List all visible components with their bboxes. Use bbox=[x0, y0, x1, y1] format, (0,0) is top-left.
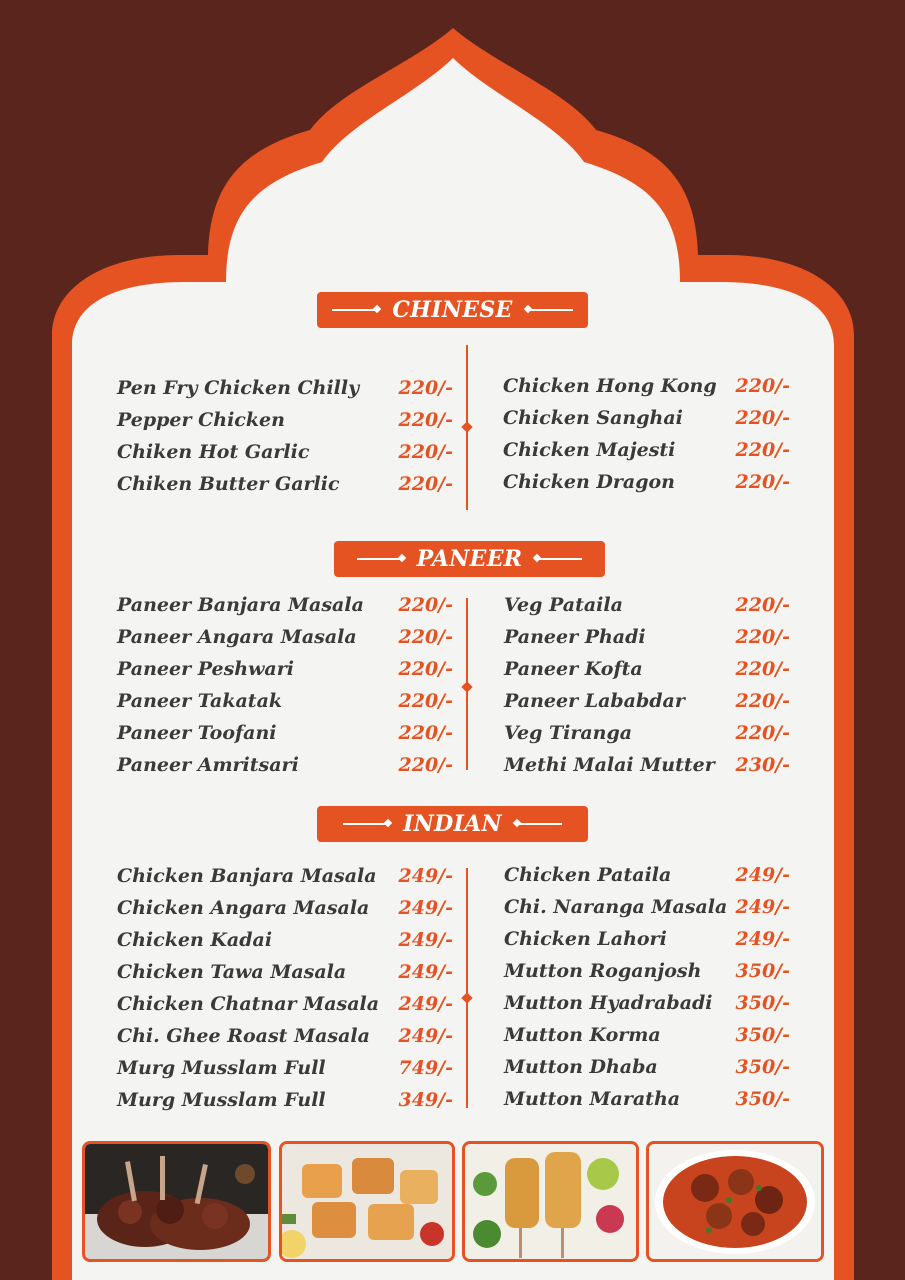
item-name: Paneer Phadi bbox=[504, 626, 646, 648]
chinese-left-column bbox=[117, 372, 453, 500]
item-price: 749/- bbox=[398, 1057, 453, 1079]
item-price: 350/- bbox=[735, 992, 790, 1014]
menu-item bbox=[117, 924, 453, 956]
menu-item bbox=[504, 923, 790, 955]
item-name: Murg Musslam Full bbox=[117, 1057, 326, 1079]
menu-item bbox=[117, 685, 453, 717]
item-price: 220/- bbox=[398, 658, 453, 680]
chinese-section-banner bbox=[317, 292, 588, 328]
item-name: Mutton Dhaba bbox=[504, 1056, 658, 1078]
item-name: Chicken Sanghai bbox=[503, 407, 683, 429]
item-price: 220/- bbox=[735, 722, 790, 744]
item-name: Paneer Takatak bbox=[117, 690, 283, 712]
menu-item bbox=[117, 436, 453, 468]
menu-item bbox=[504, 653, 790, 685]
item-price: 249/- bbox=[735, 896, 790, 918]
paneer-section-banner bbox=[334, 541, 605, 577]
indian-right-column bbox=[504, 859, 790, 1115]
item-price: 220/- bbox=[398, 626, 453, 648]
item-name: Chicken Majesti bbox=[503, 439, 676, 461]
menu-item bbox=[117, 372, 453, 404]
item-name: Chicken Lahori bbox=[504, 928, 667, 950]
menu-item bbox=[117, 988, 453, 1020]
menu-item bbox=[503, 370, 790, 402]
item-price: 249/- bbox=[398, 961, 453, 983]
item-price: 249/- bbox=[398, 1025, 453, 1047]
section-title: INDIAN bbox=[403, 811, 502, 837]
item-price: 220/- bbox=[735, 594, 790, 616]
item-name: Paneer Kofta bbox=[504, 658, 643, 680]
chicken-tikka-photo bbox=[462, 1141, 639, 1262]
item-price: 350/- bbox=[735, 1088, 790, 1110]
item-price: 220/- bbox=[735, 626, 790, 648]
item-price: 220/- bbox=[398, 377, 453, 399]
menu-item bbox=[504, 1019, 790, 1051]
item-name: Mutton Korma bbox=[504, 1024, 661, 1046]
item-name: Mutton Maratha bbox=[504, 1088, 681, 1110]
menu-item bbox=[504, 955, 790, 987]
menu-item bbox=[504, 717, 790, 749]
menu-item bbox=[504, 685, 790, 717]
menu-item bbox=[117, 621, 453, 653]
item-price: 220/- bbox=[398, 594, 453, 616]
section-title: CHINESE bbox=[392, 297, 513, 323]
item-name: Chicken Hong Kong bbox=[503, 375, 717, 397]
item-name: Veg Pataila bbox=[504, 594, 623, 616]
item-price: 220/- bbox=[398, 441, 453, 463]
menu-item bbox=[117, 717, 453, 749]
item-name: Paneer Angara Masala bbox=[117, 626, 357, 648]
item-name: Chicken Banjara Masala bbox=[117, 865, 377, 887]
item-name: Chicken Dragon bbox=[503, 471, 675, 493]
item-name: Pen Fry Chicken Chilly bbox=[117, 377, 360, 399]
menu-item bbox=[117, 860, 453, 892]
chinese-right-column bbox=[503, 370, 790, 498]
item-price: 249/- bbox=[735, 928, 790, 950]
item-name: Paneer Banjara Masala bbox=[117, 594, 364, 616]
item-price: 220/- bbox=[735, 407, 790, 429]
paneer-right-column bbox=[504, 589, 790, 781]
item-price: 249/- bbox=[398, 865, 453, 887]
indian-section-banner bbox=[317, 806, 588, 842]
item-name: Chicken Kadai bbox=[117, 929, 273, 951]
indian-left-column bbox=[117, 860, 453, 1116]
item-price: 220/- bbox=[735, 471, 790, 493]
item-name: Chicken Angara Masala bbox=[117, 897, 370, 919]
item-name: Chiken Hot Garlic bbox=[117, 441, 310, 463]
menu-item bbox=[504, 891, 790, 923]
item-price: 249/- bbox=[398, 929, 453, 951]
item-price: 220/- bbox=[398, 473, 453, 495]
item-name: Mutton Hyadrabadi bbox=[504, 992, 713, 1014]
item-name: Paneer Amritsari bbox=[117, 754, 299, 776]
menu-item bbox=[503, 466, 790, 498]
item-price: 350/- bbox=[735, 1024, 790, 1046]
item-price: 220/- bbox=[735, 658, 790, 680]
menu-item bbox=[117, 1052, 453, 1084]
item-name: Mutton Roganjosh bbox=[504, 960, 702, 982]
item-name: Pepper Chicken bbox=[117, 409, 285, 431]
mutton-curry-photo bbox=[646, 1141, 824, 1262]
menu-item bbox=[117, 404, 453, 436]
column-divider bbox=[466, 598, 468, 770]
menu-item bbox=[503, 434, 790, 466]
item-name: Paneer Peshwari bbox=[117, 658, 294, 680]
item-name: Veg Tiranga bbox=[504, 722, 633, 744]
item-name: Chiken Butter Garlic bbox=[117, 473, 340, 495]
item-name: Methi Malai Mutter bbox=[504, 754, 715, 776]
menu-item bbox=[504, 1051, 790, 1083]
item-name: Paneer Lababdar bbox=[504, 690, 685, 712]
menu-item bbox=[503, 402, 790, 434]
item-name: Paneer Toofani bbox=[117, 722, 277, 744]
item-name: Chicken Tawa Masala bbox=[117, 961, 347, 983]
item-price: 249/- bbox=[735, 864, 790, 886]
item-price: 349/- bbox=[398, 1089, 453, 1111]
menu-item bbox=[117, 1020, 453, 1052]
item-price: 350/- bbox=[735, 1056, 790, 1078]
item-name: Chi. Naranga Masala bbox=[504, 896, 728, 918]
menu-item bbox=[504, 589, 790, 621]
item-price: 220/- bbox=[735, 690, 790, 712]
menu-item bbox=[117, 956, 453, 988]
menu-item bbox=[117, 892, 453, 924]
item-price: 220/- bbox=[398, 722, 453, 744]
item-price: 350/- bbox=[735, 960, 790, 982]
menu-item bbox=[117, 1084, 453, 1116]
item-name: Chicken Pataila bbox=[504, 864, 672, 886]
item-price: 249/- bbox=[398, 897, 453, 919]
item-price: 220/- bbox=[735, 439, 790, 461]
menu-item bbox=[504, 859, 790, 891]
menu-item bbox=[117, 749, 453, 781]
item-price: 220/- bbox=[398, 690, 453, 712]
item-price: 230/- bbox=[735, 754, 790, 776]
column-divider bbox=[466, 345, 468, 510]
menu-item bbox=[504, 1083, 790, 1115]
menu-item bbox=[504, 621, 790, 653]
item-price: 220/- bbox=[735, 375, 790, 397]
paneer-left-column bbox=[117, 589, 453, 781]
paneer-tikka-photo bbox=[279, 1141, 455, 1262]
menu-item bbox=[117, 653, 453, 685]
item-name: Chi. Ghee Roast Masala bbox=[117, 1025, 370, 1047]
item-name: Murg Musslam Full bbox=[117, 1089, 326, 1111]
menu-item bbox=[504, 749, 790, 781]
menu-item bbox=[117, 589, 453, 621]
column-divider bbox=[466, 868, 468, 1108]
menu-item bbox=[504, 987, 790, 1019]
item-price: 249/- bbox=[398, 993, 453, 1015]
item-name: Chicken Chatnar Masala bbox=[117, 993, 380, 1015]
item-price: 220/- bbox=[398, 754, 453, 776]
menu-item bbox=[117, 468, 453, 500]
section-title: PANEER bbox=[416, 546, 523, 572]
chicken-lollipop-photo bbox=[82, 1141, 271, 1262]
item-price: 220/- bbox=[398, 409, 453, 431]
